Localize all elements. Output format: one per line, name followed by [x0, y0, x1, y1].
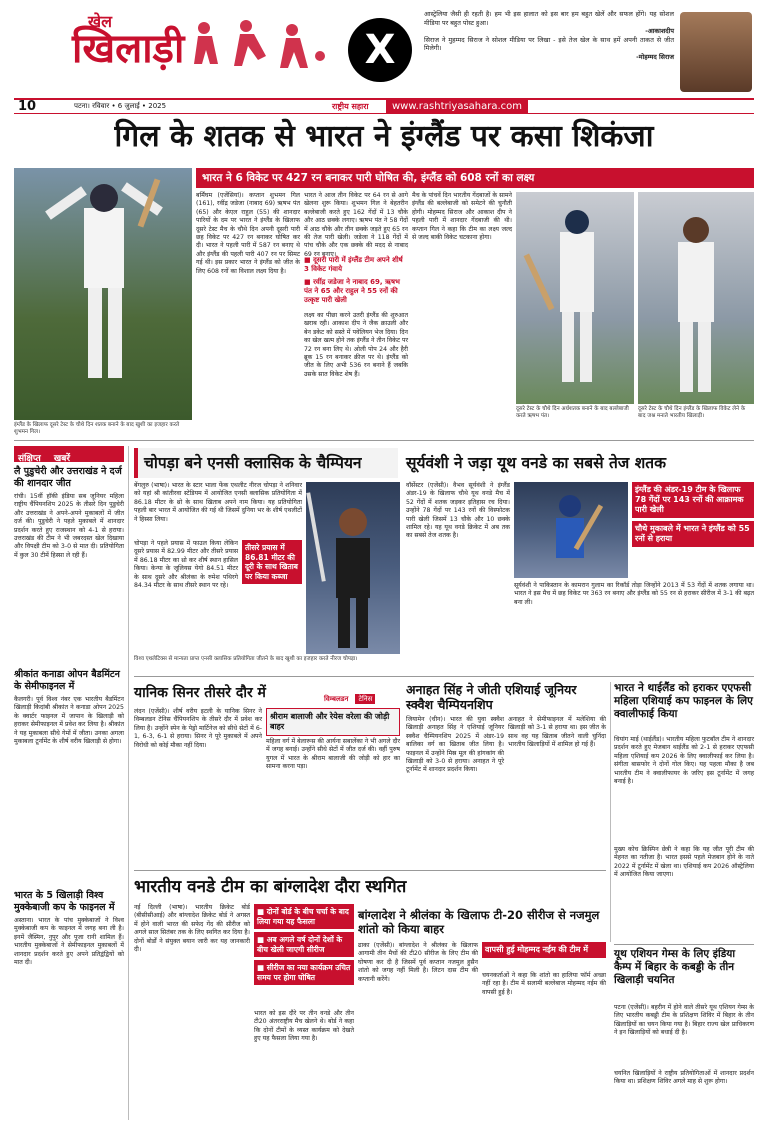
brief-headline-3: भारत के 5 खिलाड़ी विश्व मुक्केबाजी कप के फाइनल में [14, 890, 115, 913]
chopra-headline-band [134, 448, 398, 478]
kabaddi-headline: यूथ एशियन गेम्स के लिए इंडिया कैम्प में बिहार के कबड्डी के तीन खिलाड़ी चयनित [614, 948, 736, 986]
x-logo-icon: X [348, 18, 412, 82]
anahat-headline: अनाहत सिंह ने जीती एशियाई जूनियर स्क्वैश चैम्पियनशिप [406, 682, 577, 712]
women-football-headline: भारत ने थाईलैंड को हराकर एएफसी महिला एशियाई कप फाइनल के लिए क्वालीफाई किया [614, 682, 753, 720]
kabaddi-body-2: चयनित खिलाड़ियों ने राष्ट्रीय प्रतियोगिताओं में शानदार प्रदर्शन किया था। प्रशिक्षण शिविर अगले माह से शुरू होगा। [614, 1070, 754, 1086]
siraj-avatar [680, 12, 752, 92]
date-text: पटना। रविवार • 6 जुलाई • 2025 [74, 102, 167, 110]
divider-3 [134, 870, 606, 871]
shanto-body-2: चयनकर्ताओं ने कहा कि शांतो का हालिया फॉर्म अच्छा नहीं रहा है। टीम में सलामी बल्लेबाज मोहम्मद नईम की वापसी हुई है। [482, 972, 606, 996]
page-number: 10 [18, 99, 37, 114]
sooryavanshi-photo [514, 482, 628, 578]
brand-small: खेल [88, 12, 112, 31]
quote-author-1: -आकाशदीप [645, 27, 674, 36]
shanto-callout [482, 942, 606, 958]
bangladesh-bullet-1: ■ दोनों बोर्ड के बीच चर्चा के बाद लिया गया यह फैसला [254, 904, 354, 929]
sinner-tags [324, 686, 402, 703]
sinner-body-1: लंदन (एजेंसी)। शीर्ष वरीय इटली के यानिक सिनर ने विम्बलडन टेनिस चैंपियनशिप के तीसरे दौर में प्रवेश कर लिया है। उन्होंने स्पेन के पेड्रो मार्टिनेज को सीधे सेटों में 6-1, 6-3, 6-1 से हराया। सिनर ने पूरे मुकाबले में अपने विरोधी को कोई मौका नहीं दिया। [134, 708, 262, 749]
divider-4 [614, 944, 754, 945]
lead-body-col2b: लक्ष्य का पीछा करने उतरी इंग्लैंड की शुरुआत खराब रही। आकाश दीप ने जैक क्राउली और बेन डकेट को सस्ते में पवेलियन भेज दिया। दिन का खेल खत्म होने तक इंग्लैंड ने तीन विकेट पर 72 रन बना लिए थे। ओली पोप 24 और हैरी ब्रूक 15 रन बनाकर क्रीज पर थे। इंग्लैंड को जीत के लिए अभी 536 रन बनाने हैं जबकि उसके सात विकेट शेष हैं। [304, 312, 408, 378]
celebration-photo [638, 192, 754, 404]
divider-v1 [128, 446, 129, 1120]
sooryavanshi-callout-1 [632, 482, 754, 518]
shanto-headline: बांग्लादेश ने श्रीलंका के खिलाफ टी-20 सीरीज से नजमुल शांतो को किया बाहर [358, 908, 600, 936]
sooryavanshi-callout-2 [632, 521, 754, 547]
lead-bullet-2: ■ रवींद्र जडेजा ने नाबाद 69, ऋषभ पंत ने 65 और राहुल ने 55 रनों की उत्कृष्ट पारी खेली [304, 278, 400, 304]
bangladesh-body-1: नई दिल्ली (भाषा)। भारतीय क्रिकेट बोर्ड (बीसीसीआई) और बांग्लादेश क्रिकेट बोर्ड ने अगस्त में होने वाली भारत की सफेद गेंद की सीरीज को अगले साल सितंबर तक के लिए स्थगित कर दिया है। दोनों बोर्डों ने संयुक्त बयान जारी कर यह जानकारी दी। [134, 904, 250, 954]
sinner-body-2: महिला वर्ग में बेलारूस की आर्यना सबालेंका ने भी अगले दौर में जगह बनाई। उन्होंने सीधे सेटों में जीत दर्ज की। वहीं पुरुष युगल में भारत के श्रीराम बालाजी की जोड़ी को हार का सामना करना पड़ा। [266, 738, 400, 771]
brief-header [14, 446, 124, 462]
quote-text-2: सिराज ने मुहम्मद सिराज ने सोशल मीडिया पर लिखा - इसे तेज खेल के साथ हमें अपनी ताकत से जीत मिलेगी। [424, 35, 674, 53]
brief-body-3: अस्ताना। भारत के पांच मुक्केबाजों ने विश्व मुक्केबाजी कप के फाइनल में जगह बना ली है। इनमें जैस्मिन, नुपुर और पूजा रानी शामिल हैं। भारतीय मुक्केबाजों ने सेमीफाइनल मुकाबलों में शानदार प्रदर्शन करते हुए अपने प्रतिद्वंद्वियों को मात दी। [14, 917, 124, 967]
lead-subhead: भारत ने 6 विकेट पर 427 रन बनाकर पारी घोषित की, इंग्लैंड को 608 रनों का लक्ष्य [202, 172, 535, 184]
masthead [14, 8, 754, 96]
dateline-bar [14, 98, 754, 114]
sooryavanshi-body-1: वॉर्सेस्टर (एजेंसी)। वैभव सूर्यवंशी ने इंग्लैंड अंडर-19 के खिलाफ चौथे यूथ वनडे मैच में 52 गेंदों में शतक जड़कर इतिहास रच दिया। उन्होंने 78 गेंदों पर 143 रनों की विस्फोटक पारी खेली जिसमें 13 चौके और 10 छक्के शामिल रहे। यह यूथ वनडे क्रिकेट में अब तक का सबसे तेज शतक है। [406, 482, 510, 540]
bangladesh-bullet-3: ■ सीरीज का नया कार्यक्रम उचित समय पर होगा घोषित [254, 960, 354, 985]
lead-body-col3: मैच के पांचवें दिन भारतीय गेंदबाजों के सामने इंग्लैंड की बल्लेबाजी को समेटने की चुनौती होगी। मोहम्मद सिराज और आकाश दीप ने पहली पारी में शानदार गेंदबाजी की थी। कप्तान गिल ने कहा कि टीम का लक्ष्य जल्द से जल्द बाकी विकेट चटकाना होगा। [412, 192, 512, 242]
anahat-body-2: अनाहत ने सेमीफाइनल में मलेशिया की खिलाड़ी को 3-1 से हराया था। इस जीत के साथ वह यह खिताब जीतने वाली चुनिंदा भारतीय खिलाड़ियों में शामिल हो गई हैं। [508, 716, 606, 749]
lead-bullet-1: ■ दूसरी पारी में इंग्लैंड टीम अपने शीर्ष 3 विकेट गंवाये [304, 256, 403, 273]
divider-1 [14, 440, 754, 441]
anahat-body-1: जियामेन (चीन)। भारत की युवा स्क्वैश खिलाड़ी अनाहत सिंह ने एशियाई जूनियर स्क्वैश चैम्पियनशिप 2025 में अंडर-19 बालिका वर्ग का खिताब जीत लिया है। फाइनल में उन्होंने मिस्र मूल की हांगकांग की खिलाड़ी को 3-0 से हराया। अनाहत ने पूरे टूर्नामेंट में शानदार प्रदर्शन किया। [406, 716, 504, 774]
brand-block [14, 8, 334, 96]
brand-big: खिलाड़ी [72, 26, 185, 72]
gill-caption: इंग्लैंड के खिलाफ दूसरे टेस्ट के चौथे दिन शतक बनाने के बाद खुशी का इजहार करते शुभमन गिल। [14, 422, 180, 435]
quote-text-1: आस्ट्रेलिया जैसी ही रहती है। हम भी इस हालात को इस बार हम बहुत खेलें और सफल होंगे। यह सोशल मीडिया पर बहुत पोस्ट हुआ। [424, 10, 674, 27]
brief-label-2: खबरें [53, 454, 71, 464]
brief-column [14, 466, 124, 1120]
bangladesh-body-2: भारत को इस दौरे पर तीन वनडे और तीन टी20 अंतरराष्ट्रीय मैच खेलने थे। बोर्ड ने कहा कि दोनों टीमों के व्यस्त कार्यक्रम को देखते हुए यह फैसला लिया गया है। [254, 1010, 354, 1043]
chopra-callout [242, 540, 302, 584]
bangladesh-bullet-2: ■ अब अगले वर्ष दोनों देशों के बीच खेली जाएगी सीरीज [254, 932, 354, 957]
chopra-body-1: बेंगलुरु (भाषा)। भारत के स्टार भाला फेंक एथलीट नीरज चोपड़ा ने शनिवार को यहां श्री कांतीरवा स्टेडियम में आयोजित एनसी क्लासिक प्रतियोगिता में 86.18 मीटर के थ्रो के साथ खिताब अपने नाम किया। यह प्रतियोगिता पहली बार भारत में आयोजित की गई थी जिसमें दुनिया भर के शीर्ष एथलीटों ने हिस्सा लिया। [134, 482, 302, 523]
brief-body-2: कैलगरी। पूर्व विश्व नंबर एक भारतीय बैडमिंटन खिलाड़ी किदांबी श्रीकांत ने कनाडा ओपन 2025 के क्वार्टर फाइनल में जापान के खिलाड़ी को हराकर सेमीफाइनल में प्रवेश कर लिया है। श्रीकांत ने यह मुकाबला सीधे गेमों में जीता। उनका अगला मुकाबला टूर्नामेंट के शीर्ष वरीय खिलाड़ी से होगा। [14, 696, 124, 746]
brief-body-1: रांची। 15वीं हॉकी इंडिया सब जूनियर महिला राष्ट्रीय चैंपियनशिप 2025 के तीसरे दिन पुडुचेरी और उत्तराखंड ने अपने-अपने मुकाबलों में जीत दर्ज की। पुडुचेरी ने पहले मुकाबले में शानदार प्रदर्शन करते हुए राजस्थान को 4-1 से हराया। उत्तराखंड की टीम ने भी जबरदस्त खेल दिखाया और विपक्षी टीम को 3-0 से मात दी। प्रतियोगिता में कुल 30 टीमें हिस्सा ले रही हैं। [14, 493, 124, 559]
divider-2 [134, 676, 754, 677]
shanto-callout-text: वापसी हुई मोहम्मद नईम की टीम में [485, 945, 588, 954]
sooryavanshi-headline: सूर्यवंशी ने जड़ा यूथ वनडे का सबसे तेज शतक [406, 454, 666, 472]
sooryavanshi-body-2: सूर्यवंशी ने पाकिस्तान के कामरान गुलाम का रिकॉर्ड तोड़ा जिन्होंने 2013 में 53 गेंदों में शतक लगाया था। भारत ने इस मैच में छह विकेट पर 363 रन बनाए और इंग्लैंड को 55 रन से हराकर सीरीज में 3-1 की बढ़त बना ली। [514, 582, 754, 606]
sinner-tag-2: टेनिस [355, 694, 375, 704]
chopra-body-2: चोपड़ा ने पहले प्रयास में फाउल किया लेकिन दूसरे प्रयास में 82.99 मीटर और तीसरे प्रयास में 86.18 मीटर का थ्रो कर शीर्ष स्थान हासिल किया। केन्या के जूलियस येगो 84.51 मीटर के साथ दूसरे और श्रीलंका के रुमेश पथिरगे 84.34 मीटर के साथ तीसरे स्थान पर रहे। [134, 540, 238, 590]
chopra-callout-text: तीसरे प्रयास में 86.81 मीटर की दूरी के साथ खिताब पर किया कब्जा [245, 543, 298, 581]
chopra-photo [306, 482, 400, 654]
chopra-headline: चोपड़ा बने एनसी क्लासिक के चैम्पियन [144, 454, 362, 472]
women-football-body-2: मुख्य कोच क्रिस्पिन छेत्री ने कहा कि यह जीत पूरी टीम की मेहनत का नतीजा है। भारत इससे पहले मेजबान होने के नाते 2022 में टूर्नामेंट में खेला था। एशियाई कप 2026 ऑस्ट्रेलिया में आयोजित किया जाएगा। [614, 846, 754, 879]
chopra-caption: विश्व एथलेटिक्स से मान्यता प्राप्त एनसी क्लासिक प्रतियोगिता जीतने के बाद खुशी का इजहार करते नीरज चोपड़ा। [134, 656, 358, 662]
women-football-body-1: चियांग माई (थाईलैंड)। भारतीय महिला फुटबॉल टीम ने शानदार प्रदर्शन करते हुए मेजबान थाईलैंड को 2-1 से हराकर एएफसी महिला एशियाई कप 2026 के लिए क्वालीफाई कर लिया है। संगीता बासफोर ने दोनों गोल किए। यह पहला मौका है जब भारतीय टीम ने क्वालीफायर के जरिए इस टूर्नामेंट में जगह बनाई है। [614, 736, 754, 786]
bangladesh-bullets [254, 904, 354, 985]
lead-body-col1: बर्मिंघम (एजेंसियां)। कप्तान शुभमन गिल (161), रवींद्र जडेजा (नाबाद 69) ऋषभ पंत (65) और केएल राहुल (55) की शानदार पारियों के दम पर भारत ने इंग्लैंड के खिलाफ दूसरे टेस्ट मैच के चौथे दिन अपनी दूसरी पारी छह विकेट पर 427 रन बनाकर घोषित कर दी। भारत ने पहली पारी में 587 रन बनाए थे और इंग्लैंड की पहली पारी 407 रन पर सिमट गई थी। इस प्रकार भारत ने इंग्लैंड को जीत के लिए 608 रनों का विशाल लक्ष्य दिया है। [196, 192, 300, 275]
bangladesh-headline: भारतीय वनडे टीम का बांग्लादेश दौरा स्थगित [134, 877, 407, 897]
brief-headline-2: श्रीकांत कनाडा ओपन बैडमिंटन के सेमीफाइनल में [14, 669, 120, 692]
brief-headline-1: लै पुडुचेरी और उत्तराखंड ने दर्ज की शानदार जीत [14, 466, 122, 489]
sinner-callout [266, 708, 400, 736]
pant-caption: दूसरे टेस्ट के चौथे दिन अर्धशतक बनाने के बाद बल्लेबाजी करते ऋषभ पंत। [516, 406, 629, 419]
lead-body-col2a: भारत ने आज तीन विकेट पर 64 रन से आगे खेलना शुरू किया। शुभमन गिल ने बेहतरीन बल्लेबाजी करते हुए 162 गेंदों में 13 चौके और आठ छक्के लगाए। ऋषभ पंत ने 58 गेंदों में आठ चौके और तीन छक्के जड़ते हुए 65 रन की तेज पारी खेली। जडेजा ने 118 गेंदों में पांच चौके और एक छक्के की मदद से नाबाद 69 रन बनाए। [304, 192, 408, 258]
quote-author-2: -मोहम्मद सिराज [636, 52, 674, 61]
brief-label: संक्षिप्त [18, 454, 41, 464]
sinner-tag-1: विम्बलडन [324, 695, 349, 703]
celebration-caption: दूसरे टेस्ट के चौथे दिन इंग्लैंड के खिलाफ विकेट लेने के बाद जश्न मनाते भारतीय खिलाड़ी। [638, 406, 746, 419]
masthead-quote [424, 10, 674, 90]
sooryavanshi-callout-1-text: इंग्लैंड की अंडर-19 टीम के खिलाफ 78 गेंदों पर 143 रनों की आक्रामक पारी खेली [635, 485, 744, 514]
brand-mini: राष्ट्रीय सहारा [332, 102, 369, 111]
gill-photo [14, 168, 192, 420]
site-url[interactable]: www.rashtriyasahara.com [386, 100, 528, 113]
sinner-callout-text: श्रीराम बालाजी और रेयेस वरेला की जोड़ी बाहर [270, 712, 390, 731]
sinner-headline: यानिक सिनर तीसरे दौर में [134, 685, 266, 701]
pant-photo [516, 192, 634, 404]
sport-silhouettes [184, 16, 332, 86]
sooryavanshi-callout-2-text: चौथे मुकाबले में भारत ने इंग्लैंड को 55 रनों से हराया [635, 524, 750, 543]
lead-headline: गिल के शतक से भारत ने इंग्लैंड पर कसा शिकंजा [114, 119, 654, 154]
sooryavanshi-callouts [632, 482, 754, 547]
lead-bullets [304, 256, 408, 305]
lead-subhead-bar [196, 168, 754, 188]
kabaddi-body-1: पटना (एजेंसी)। बहरीन में होने वाले तीसरे यूथ एशियन गेम्स के लिए भारतीय कबड्डी टीम के प्रशिक्षण शिविर में बिहार के तीन खिलाड़ियों का चयन किया गया है। बिहार राज्य खेल प्राधिकरण ने इन खिलाड़ियों को बधाई दी है। [614, 1004, 754, 1037]
shanto-body-1: ढाका (एजेंसी)। बांग्लादेश ने श्रीलंका के खिलाफ आगामी तीन मैचों की टी20 सीरीज के लिए टीम की घोषणा कर दी है जिसमें पूर्व कप्तान नजमुल हुसैन शांतो को जगह नहीं मिली है। लिटन दास टीम की कप्तानी करेंगे। [358, 942, 478, 983]
divider-v2 [610, 682, 611, 942]
